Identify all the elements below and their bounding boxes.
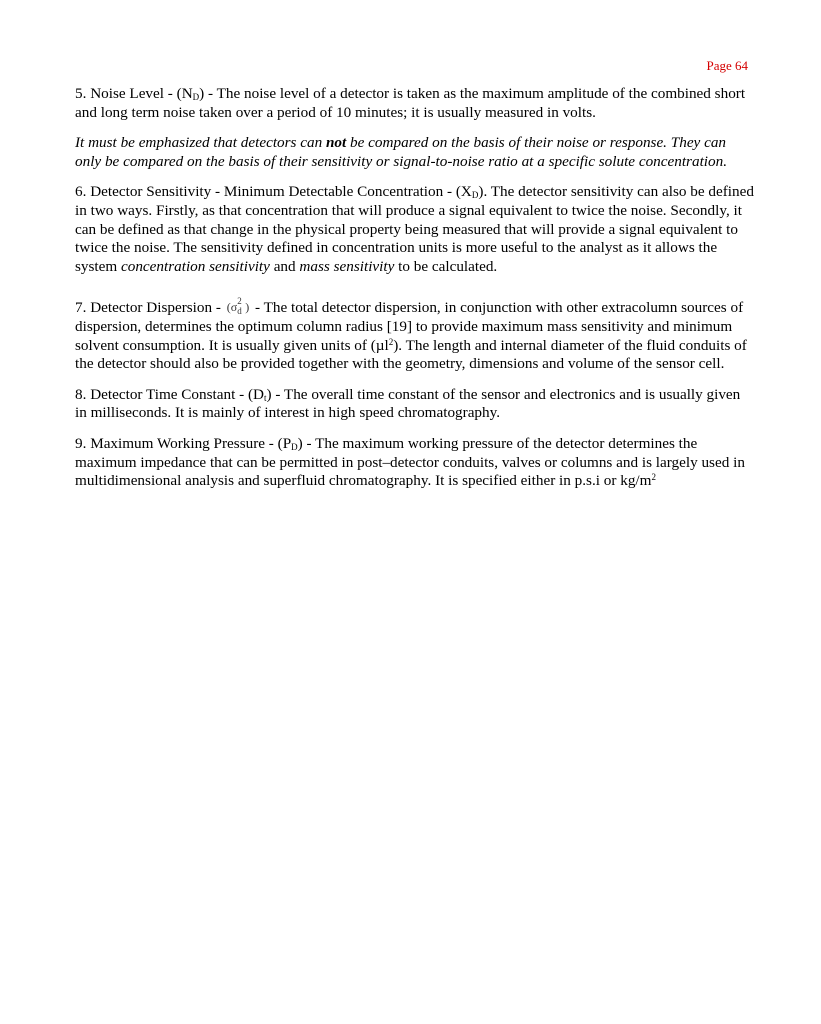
dispersion-formula: (σ 2 d ) <box>226 296 250 317</box>
term-mass-sensitivity: mass sensitivity <box>299 257 395 275</box>
paragraph-working-pressure: 9. Maximum Working Pressure - $(P_D)$ - The maximum working pressure of the detector determines the maximum impedance that can be permitted in post–detector conduits, valves or columns and is largely used in multidimensional analysis and superfluid chromatography. It is specified either in p.s.i or $kg/m^2$ <box>75 434 745 490</box>
document-body <box>75 85 755 503</box>
page-number: Page 64 <box>706 58 748 73</box>
emphasis-not: not <box>325 134 347 152</box>
paragraph-time-constant: 8. Detector Time Constant - $(D_t)$ - The overall time constant of the sensor and electronics and is usually given in milliseconds. It is mainly of interest in high speed chromatography. <box>75 385 741 422</box>
emphasis-note: It must be emphasized that detectors can not be compared on the basis of their noise or response. They can only be compared on the basis of their sensitivity or signal-to-noise ratio at a specific solute concentration. <box>75 134 727 170</box>
paragraph-detector-dispersion: 7. Detector Dispersion - (σ 2 d ) - The total detector dispersion, in conjunction with other extracolumn sources of dispersion, determines the optimum column radius [19] to provide maximum mass sensitivity and minimum solvent consumption. It is usually given units of (µl$^2$). The length and internal diameter of the fluid conduits of the detector should also be provided together with the geometry, dimensions and volume of the sensor cell. <box>75 296 747 373</box>
term-concentration-sensitivity: concentration sensitivity <box>121 257 270 275</box>
paragraph-detector-sensitivity: 6. Detector Sensitivity - Minimum Detectable Concentration - $(X_D)$. The detector sensitivity can also be defined in two ways. Firstly, as that concentration that will produce a signal equivalent to twice the noise. Secondly, it can be defined as that change in the physical property being measured that will provide a signal equivalent to twice the noise. The sensitivity defined in concentration units is more useful to the analyst as it allows the system concentration sensitivity and mass sensitivity to be calculated. <box>75 183 754 275</box>
paragraph-noise-level: 5. Noise Level - $(N_D)$ - The noise level of a detector is taken as the maximum amplitude of the combined short and long term noise taken over a period of 10 minutes; it is usually measured in volts. <box>75 85 746 121</box>
